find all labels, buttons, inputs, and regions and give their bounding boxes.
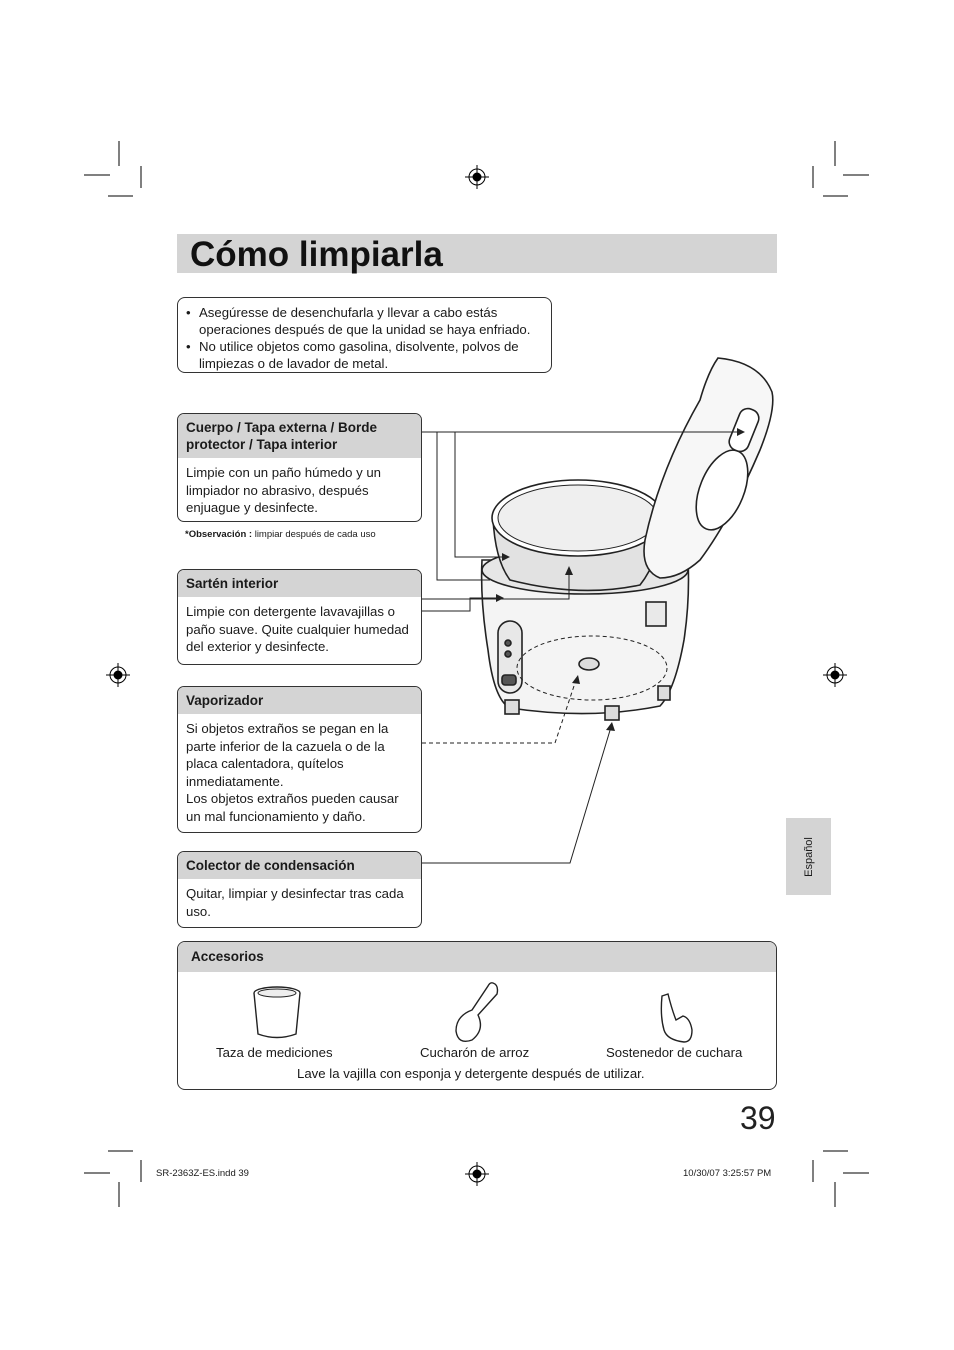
observation-note bbox=[185, 529, 376, 541]
page-title: Cómo limpiarla bbox=[190, 235, 443, 274]
section-heading: Vaporizador bbox=[178, 687, 421, 714]
footer-timestamp: 10/30/07 3:25:57 PM bbox=[683, 1168, 772, 1179]
registration-mark-top bbox=[465, 165, 489, 189]
section-text-block bbox=[178, 714, 421, 826]
condensation-collector bbox=[646, 602, 666, 626]
registration-mark-left bbox=[106, 663, 130, 687]
section-heading: Sartén interior bbox=[178, 570, 421, 597]
steamer-vent bbox=[579, 658, 599, 670]
accessories-note: Lave la vajilla con esponja y detergente después de utilizar. bbox=[297, 1066, 645, 1081]
notice-item: • No utilice objetos como gasolina, disolvente, polvos de limpiezas o de lavador de metal. bbox=[186, 338, 543, 372]
section-text: Quitar, limpiar y desinfectar tras cada uso. bbox=[186, 886, 404, 919]
page-number: 39 bbox=[740, 1100, 776, 1136]
section-heading: Colector de condensación bbox=[178, 852, 421, 879]
section-steamer bbox=[177, 686, 422, 833]
section-text: Si objetos extraños se pegan en la parte inferior de la cazuela o de la placa calentadora, quítelos inmediatamente. bbox=[186, 721, 389, 789]
section-heading: Cuerpo / Tapa externa / Borde protector / Tapa interior bbox=[178, 414, 421, 458]
language-tab-label-wrap bbox=[786, 818, 831, 895]
observation-label: *Observación : bbox=[185, 529, 253, 540]
rice-cooker-illustration bbox=[482, 358, 773, 720]
accessory-label-cup: Taza de mediciones bbox=[216, 1045, 333, 1060]
language-tab-label: Español bbox=[802, 836, 815, 877]
accessory-label-paddle: Cucharón de arroz bbox=[420, 1045, 530, 1060]
footer-filename: SR-2363Z-ES.indd 39 bbox=[156, 1168, 249, 1179]
section-text: Los objetos extraños pueden causar un mal funcionamiento y daño. bbox=[186, 791, 399, 824]
registration-mark-bottom bbox=[465, 1162, 489, 1186]
accessory-label-holder: Sostenedor de cuchara bbox=[606, 1045, 743, 1060]
registration-mark-right bbox=[823, 663, 847, 687]
notice-item: • Asegúresse de desenchufarla y llevar a cabo estás operaciones después de que la unidad se haya enfriado. bbox=[186, 304, 543, 338]
observation-text: limpiar después de cada uso bbox=[254, 529, 376, 540]
accessories-heading: Accesorios bbox=[178, 942, 776, 972]
section-text: Limpie con detergente lavavajillas o paño suave. Quite cualquier humedad del exterior y desinfecte. bbox=[186, 604, 409, 655]
section-body bbox=[177, 413, 422, 522]
section-inner-pan bbox=[177, 569, 422, 665]
notice-box bbox=[177, 297, 552, 373]
section-collector bbox=[177, 851, 422, 928]
section-text: Limpie con un paño húmedo y un limpiador no abrasivo, después enjuague y desinfecte. bbox=[186, 465, 382, 516]
